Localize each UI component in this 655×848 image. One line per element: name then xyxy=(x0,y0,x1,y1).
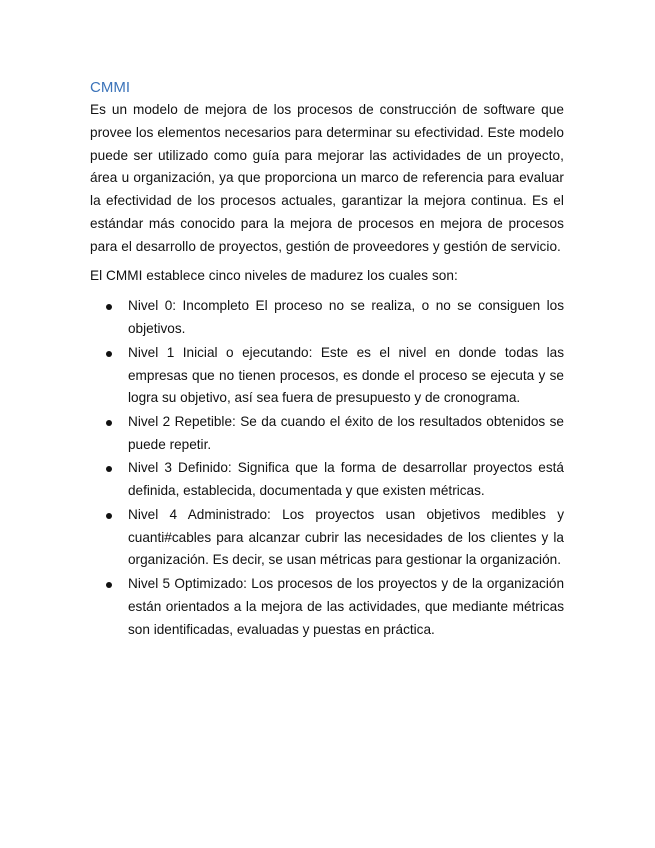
bullet-icon xyxy=(106,513,112,519)
list-item-level-4 xyxy=(128,504,564,572)
document-page xyxy=(90,78,564,642)
list-item-level-2 xyxy=(128,411,564,457)
bullet-icon xyxy=(106,466,112,472)
maturity-levels-list xyxy=(90,295,564,641)
bullet-icon xyxy=(106,351,112,357)
levels-intro-paragraph: El CMMI establece cinco niveles de madurez los cuales son: xyxy=(90,267,458,283)
list-item-level-3 xyxy=(128,457,564,503)
list-item-text: Nivel 1 Inicial o ejecutando: Este es el nivel en donde todas las empresas que no tienen procesos, es donde el proceso se ejecuta y se logra su objetivo, así sea fuera de presupuesto y de cronograma. xyxy=(128,344,564,406)
list-item-text: Nivel 3 Definido: Significa que la forma de desarrollar proyectos está definida, establecida, documentada y que existen métricas. xyxy=(128,460,564,499)
bullet-icon xyxy=(106,304,112,310)
list-item-level-5 xyxy=(128,573,564,641)
list-item-level-0 xyxy=(128,295,564,341)
list-item-text: Nivel 2 Repetible: Se da cuando el éxito de los resultados obtenidos se puede repetir. xyxy=(128,413,564,452)
list-item-text: Nivel 0: Incompleto El proceso no se realiza, o no se consiguen los objetivos. xyxy=(128,298,564,337)
document-title: CMMI xyxy=(90,79,130,96)
list-item-text: Nivel 4 Administrado: Los proyectos usan objetivos medibles y cuanti#cables para alcanzar cubrir las necesidades de los clientes y la organización. Es decir, se usan métricas para gestionar la organización. xyxy=(128,506,564,568)
bullet-icon xyxy=(106,582,112,588)
bullet-icon xyxy=(106,420,112,426)
cmmi-description-paragraph: Es un modelo de mejora de los procesos de construcción de software que provee los elementos necesarios para determinar su efectividad. Este modelo puede ser utilizado como guía para mejorar las actividades de un proyecto, área u organización, ya que proporciona un marco de referencia para evaluar la efectividad de los procesos actuales, garantizar la mejora continua. Es el estándar más conocido para la mejora de procesos en mejora de procesos para el desarrollo de proyectos, gestión de proveedores y gestión de servicio. xyxy=(90,102,564,254)
list-item-text: Nivel 5 Optimizado: Los procesos de los proyectos y de la organización están orientados a la mejora de las actividades, que mediante métricas son identificadas, evaluadas y puestas en práctica. xyxy=(128,575,564,637)
list-item-level-1 xyxy=(128,342,564,410)
